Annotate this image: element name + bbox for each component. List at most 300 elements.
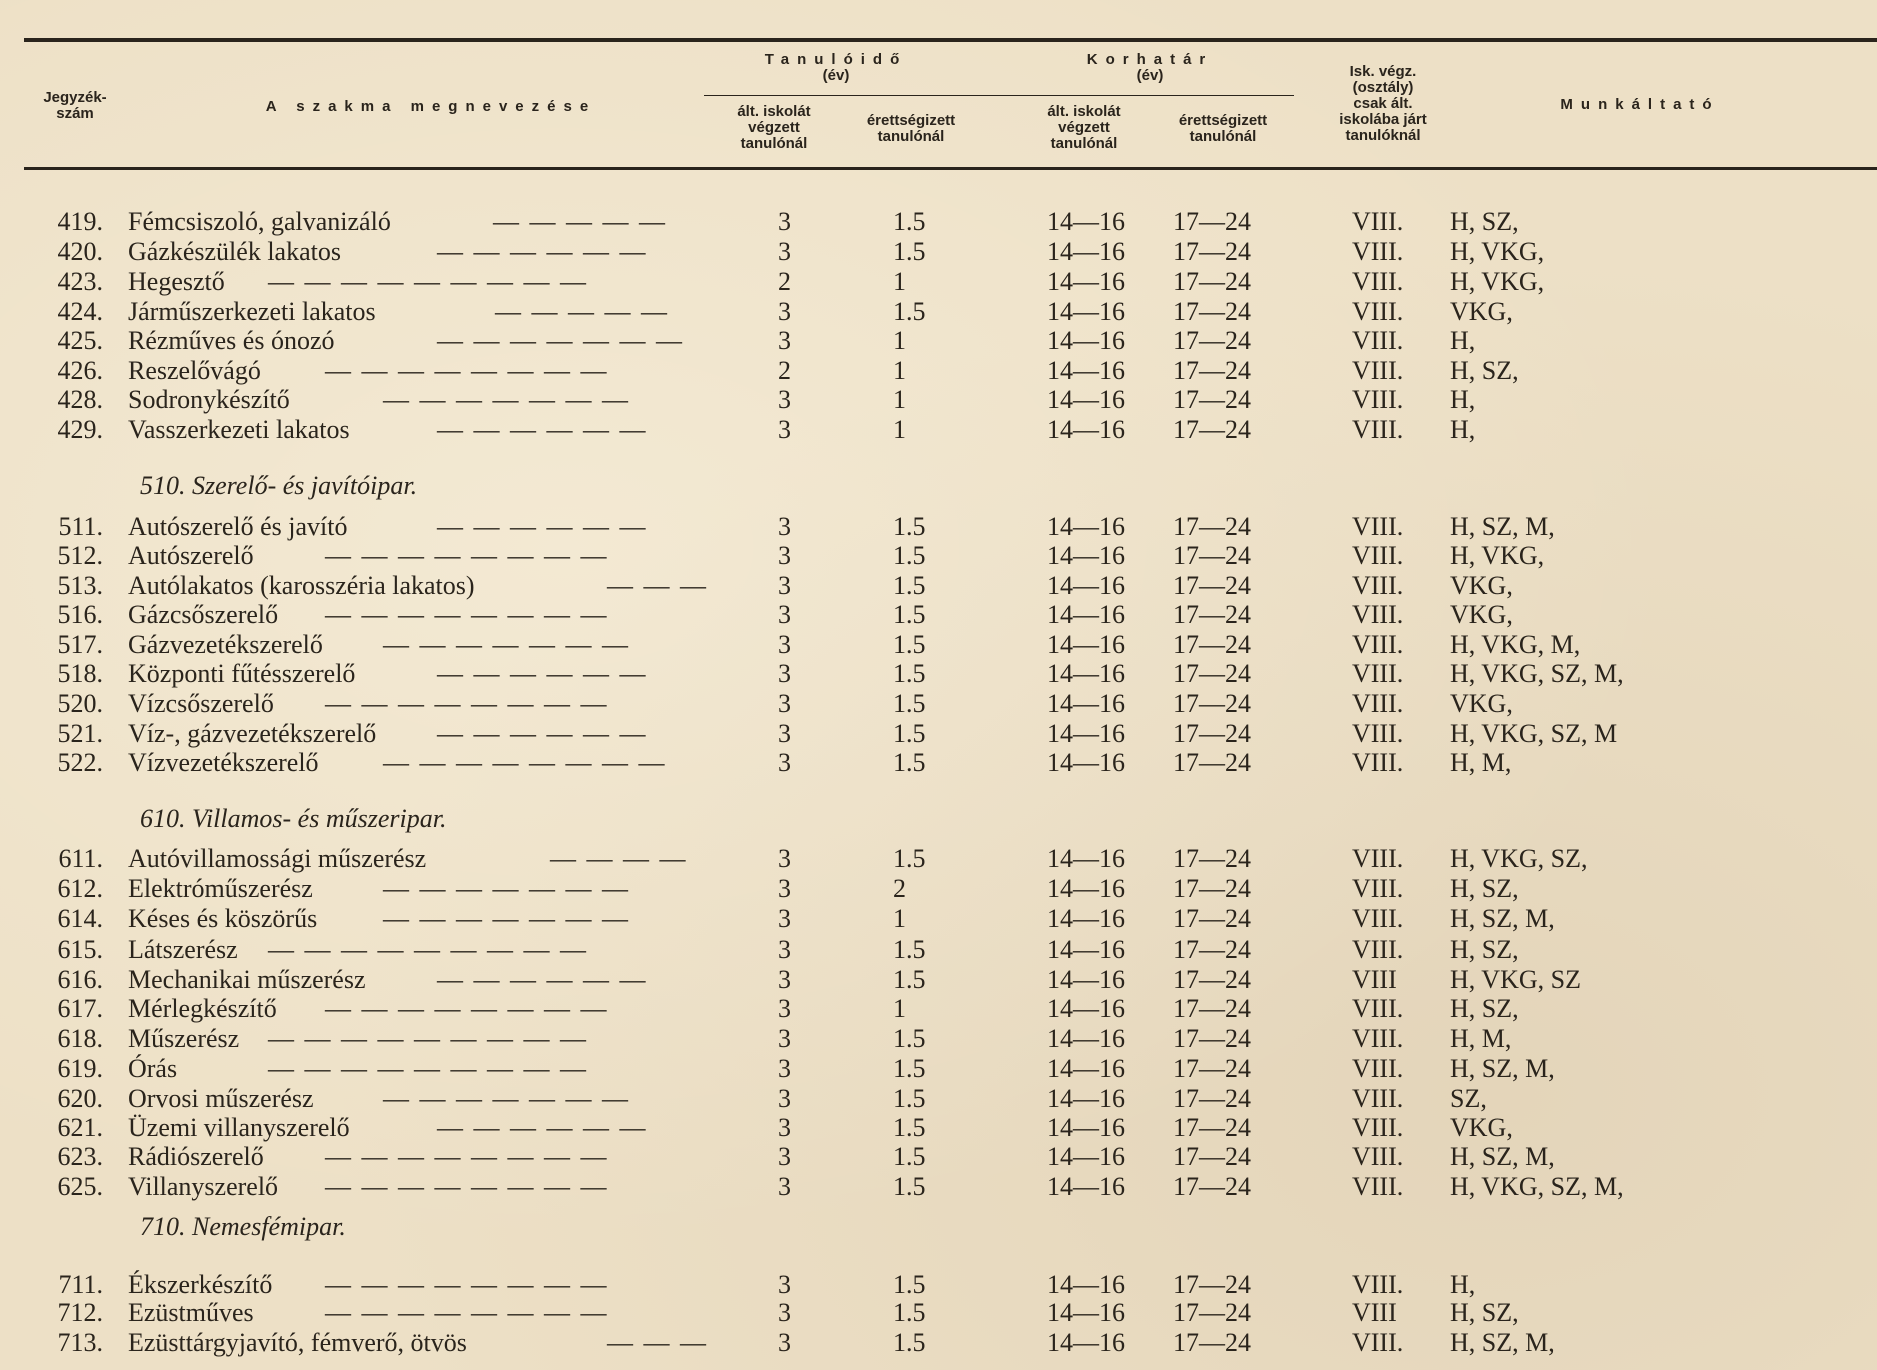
table-row bbox=[0, 415, 1877, 445]
leader-dashes: — — — — — — bbox=[437, 512, 648, 541]
col-header-korhatar: Korhatár (év) bbox=[1086, 51, 1214, 84]
age-limit-general: 14—16 bbox=[1047, 994, 1125, 1023]
school-grade: VIII. bbox=[1352, 541, 1404, 570]
age-limit-graduate: 17—24 bbox=[1173, 207, 1251, 236]
leader-dashes: — — — — — — — bbox=[383, 874, 630, 903]
training-years-graduate: 1.5 bbox=[893, 935, 926, 964]
age-limit-general: 14—16 bbox=[1047, 1084, 1125, 1113]
row-number: 619. bbox=[57, 1054, 103, 1083]
leader-dashes: — — — — — bbox=[493, 207, 667, 236]
table-row bbox=[0, 297, 1877, 327]
leader-dashes: — — — bbox=[607, 1328, 708, 1357]
training-years-graduate: 1 bbox=[893, 326, 906, 355]
row-number: 713. bbox=[57, 1328, 103, 1357]
age-limit-general: 14—16 bbox=[1047, 385, 1125, 414]
leader-dashes: — — — — — — — — bbox=[325, 1270, 609, 1299]
row-number: 419. bbox=[57, 207, 103, 236]
leader-dashes: — — — — — — — — — bbox=[268, 267, 588, 296]
training-years-general: 3 bbox=[778, 874, 791, 903]
age-limit-general: 14—16 bbox=[1047, 541, 1125, 570]
row-number: 614. bbox=[57, 904, 103, 933]
training-years-graduate: 1.5 bbox=[893, 748, 926, 777]
table-row bbox=[0, 844, 1877, 874]
training-years-general: 3 bbox=[778, 630, 791, 659]
occupation-name: Vízcsőszerelő bbox=[128, 689, 274, 718]
training-years-graduate: 1.5 bbox=[893, 1054, 926, 1083]
row-number: 429. bbox=[57, 415, 103, 444]
leader-dashes: — — — — bbox=[550, 844, 688, 873]
age-limit-graduate: 17—24 bbox=[1173, 659, 1251, 688]
training-years-general: 3 bbox=[778, 415, 791, 444]
row-number: 420. bbox=[57, 237, 103, 266]
training-years-graduate: 1.5 bbox=[893, 630, 926, 659]
school-grade: VIII. bbox=[1352, 994, 1404, 1023]
table-row bbox=[0, 1084, 1877, 1114]
occupation-name: Autószerelő és javító bbox=[128, 512, 348, 541]
age-limit-graduate: 17—24 bbox=[1173, 935, 1251, 964]
school-grade: VIII. bbox=[1352, 1084, 1404, 1113]
training-years-graduate: 1.5 bbox=[893, 541, 926, 570]
training-years-general: 3 bbox=[778, 512, 791, 541]
table-row bbox=[0, 1142, 1877, 1172]
employer-codes: H, SZ, M, bbox=[1450, 1328, 1555, 1357]
school-grade: VIII bbox=[1352, 965, 1397, 994]
age-limit-general: 14—16 bbox=[1047, 659, 1125, 688]
age-limit-general: 14—16 bbox=[1047, 571, 1125, 600]
row-number: 618. bbox=[57, 1024, 103, 1053]
leader-dashes: — — — — — — — — bbox=[325, 1142, 609, 1171]
row-number: 617. bbox=[57, 994, 103, 1023]
row-number: 423. bbox=[57, 267, 103, 296]
training-years-general: 3 bbox=[778, 385, 791, 414]
age-limit-general: 14—16 bbox=[1047, 237, 1125, 266]
employer-codes: H, SZ, M, bbox=[1450, 904, 1555, 933]
age-limit-general: 14—16 bbox=[1047, 1298, 1125, 1327]
school-grade: VIII. bbox=[1352, 297, 1404, 326]
age-limit-graduate: 17—24 bbox=[1173, 1113, 1251, 1142]
employer-codes: H, SZ, M, bbox=[1450, 512, 1555, 541]
table-row bbox=[0, 935, 1877, 965]
age-limit-graduate: 17—24 bbox=[1173, 630, 1251, 659]
employer-codes: VKG, bbox=[1450, 689, 1513, 718]
table-row bbox=[0, 385, 1877, 415]
employer-codes: H, VKG, bbox=[1450, 541, 1545, 570]
table-row bbox=[0, 207, 1877, 237]
row-number: 612. bbox=[57, 874, 103, 903]
leader-dashes: — — — — — — bbox=[437, 659, 648, 688]
row-number: 512. bbox=[57, 541, 103, 570]
leader-dashes: — — — — — — — — bbox=[383, 748, 667, 777]
employer-codes: H, SZ, bbox=[1450, 1298, 1519, 1327]
occupation-name: Ékszerkészítő bbox=[128, 1270, 273, 1299]
training-years-general: 3 bbox=[778, 1024, 791, 1053]
training-years-graduate: 1.5 bbox=[893, 512, 926, 541]
table-row bbox=[0, 600, 1877, 630]
leader-dashes: — — — — — — — bbox=[383, 1084, 630, 1113]
age-limit-graduate: 17—24 bbox=[1173, 689, 1251, 718]
employer-codes: H, SZ, bbox=[1450, 935, 1519, 964]
age-limit-general: 14—16 bbox=[1047, 719, 1125, 748]
occupation-name: Órás bbox=[128, 1054, 178, 1083]
school-grade: VIII. bbox=[1352, 1113, 1404, 1142]
row-number: 518. bbox=[57, 659, 103, 688]
age-limit-graduate: 17—24 bbox=[1173, 748, 1251, 777]
leader-dashes: — — — — — — — — — bbox=[268, 1054, 588, 1083]
training-years-general: 3 bbox=[778, 748, 791, 777]
training-years-general: 3 bbox=[778, 1270, 791, 1299]
training-years-graduate: 1.5 bbox=[893, 207, 926, 236]
age-limit-graduate: 17—24 bbox=[1173, 1172, 1251, 1201]
age-limit-graduate: 17—24 bbox=[1173, 385, 1251, 414]
employer-codes: H, SZ, bbox=[1450, 207, 1519, 236]
employer-codes: H, SZ, bbox=[1450, 994, 1519, 1023]
table-row bbox=[0, 1054, 1877, 1084]
table-row bbox=[0, 512, 1877, 542]
occupation-name: Látszerész bbox=[128, 935, 238, 964]
col-header-tanuloido: Tanulóidő (év) bbox=[764, 51, 908, 84]
school-grade: VIII. bbox=[1352, 385, 1404, 414]
training-years-graduate: 1.5 bbox=[893, 1298, 926, 1327]
leader-dashes: — — — — — — — — — bbox=[268, 1024, 588, 1053]
school-grade: VIII. bbox=[1352, 237, 1404, 266]
training-years-graduate: 1 bbox=[893, 385, 906, 414]
school-grade: VIII. bbox=[1352, 904, 1404, 933]
row-number: 511. bbox=[58, 512, 103, 541]
section-heading: 510. Szerelő- és javítóipar. bbox=[140, 471, 418, 500]
training-years-general: 2 bbox=[778, 356, 791, 385]
training-years-graduate: 1.5 bbox=[893, 689, 926, 718]
age-limit-graduate: 17—24 bbox=[1173, 1298, 1251, 1327]
age-limit-graduate: 17—24 bbox=[1173, 1054, 1251, 1083]
age-limit-general: 14—16 bbox=[1047, 630, 1125, 659]
training-years-general: 3 bbox=[778, 1084, 791, 1113]
occupation-name: Hegesztő bbox=[128, 267, 225, 296]
row-number: 520. bbox=[57, 689, 103, 718]
age-limit-graduate: 17—24 bbox=[1173, 904, 1251, 933]
occupation-name: Rézműves és ónozó bbox=[128, 326, 335, 355]
leader-dashes: — — — — — — — — bbox=[325, 1298, 609, 1327]
age-limit-general: 14—16 bbox=[1047, 748, 1125, 777]
col-header-name: A szakma megnevezése bbox=[265, 98, 597, 115]
training-years-general: 2 bbox=[778, 267, 791, 296]
training-years-general: 3 bbox=[778, 935, 791, 964]
occupation-name: Gázkészülék lakatos bbox=[128, 237, 341, 266]
row-number: 424. bbox=[57, 297, 103, 326]
training-years-graduate: 1.5 bbox=[893, 1328, 926, 1357]
col-header-num: Jegyzék- szám bbox=[43, 89, 107, 122]
age-limit-general: 14—16 bbox=[1047, 512, 1125, 541]
row-number: 616. bbox=[57, 965, 103, 994]
occupation-name: Üzemi villanyszerelő bbox=[128, 1113, 350, 1142]
occupation-name: Autólakatos (karosszéria lakatos) bbox=[128, 571, 475, 600]
employer-codes: H, bbox=[1450, 385, 1476, 414]
row-number: 621. bbox=[57, 1113, 103, 1142]
section-heading: 710. Nemesfémipar. bbox=[140, 1212, 346, 1241]
row-number: 711. bbox=[58, 1270, 103, 1299]
age-limit-graduate: 17—24 bbox=[1173, 600, 1251, 629]
leader-dashes: — — — — — — — bbox=[383, 904, 630, 933]
employer-codes: VKG, bbox=[1450, 297, 1513, 326]
school-grade: VIII. bbox=[1352, 1172, 1404, 1201]
table-row bbox=[0, 571, 1877, 601]
row-number: 615. bbox=[57, 935, 103, 964]
leader-dashes: — — — — — — — — — bbox=[268, 935, 588, 964]
employer-codes: H, bbox=[1450, 326, 1476, 355]
employer-codes: H, M, bbox=[1450, 1024, 1512, 1053]
employer-codes: H, VKG, SZ bbox=[1450, 965, 1581, 994]
age-limit-general: 14—16 bbox=[1047, 935, 1125, 964]
age-limit-general: 14—16 bbox=[1047, 689, 1125, 718]
employer-codes: H, VKG, SZ, bbox=[1450, 844, 1588, 873]
training-years-graduate: 1.5 bbox=[893, 237, 926, 266]
employer-codes: H, VKG, SZ, M bbox=[1450, 719, 1618, 748]
table-row bbox=[0, 659, 1877, 689]
row-number: 611. bbox=[58, 844, 103, 873]
occupation-name: Mechanikai műszerész bbox=[128, 965, 366, 994]
occupation-name: Műszerész bbox=[128, 1024, 240, 1053]
training-years-graduate: 1.5 bbox=[893, 1113, 926, 1142]
leader-dashes: — — — — — — bbox=[437, 719, 648, 748]
age-limit-graduate: 17—24 bbox=[1173, 1270, 1251, 1299]
school-grade: VIII. bbox=[1352, 874, 1404, 903]
training-years-general: 3 bbox=[778, 904, 791, 933]
training-years-graduate: 1.5 bbox=[893, 1024, 926, 1053]
leader-dashes: — — — — — — — — bbox=[325, 994, 609, 1023]
leader-dashes: — — — — — — — — bbox=[325, 1172, 609, 1201]
age-limit-general: 14—16 bbox=[1047, 1270, 1125, 1299]
leader-dashes: — — — bbox=[607, 571, 708, 600]
age-limit-graduate: 17—24 bbox=[1173, 874, 1251, 903]
row-number: 513. bbox=[57, 571, 103, 600]
occupation-name: Autószerelő bbox=[128, 541, 254, 570]
employer-codes: SZ, bbox=[1450, 1084, 1487, 1113]
age-limit-general: 14—16 bbox=[1047, 1024, 1125, 1053]
school-grade: VIII. bbox=[1352, 267, 1404, 296]
school-grade: VIII. bbox=[1352, 748, 1404, 777]
age-limit-general: 14—16 bbox=[1047, 1142, 1125, 1171]
row-number: 625. bbox=[57, 1172, 103, 1201]
employer-codes: VKG, bbox=[1450, 600, 1513, 629]
table-row bbox=[0, 1298, 1877, 1328]
age-limit-graduate: 17—24 bbox=[1173, 1142, 1251, 1171]
table-row bbox=[0, 1172, 1877, 1202]
leader-dashes: — — — — — — — bbox=[383, 385, 630, 414]
employer-codes: H, VKG, bbox=[1450, 267, 1545, 296]
training-years-graduate: 1.5 bbox=[893, 297, 926, 326]
age-limit-graduate: 17—24 bbox=[1173, 326, 1251, 355]
age-limit-general: 14—16 bbox=[1047, 297, 1125, 326]
row-number: 620. bbox=[57, 1084, 103, 1113]
employer-codes: H, VKG, M, bbox=[1450, 630, 1581, 659]
age-limit-general: 14—16 bbox=[1047, 1328, 1125, 1357]
occupation-name: Gázvezetékszerelő bbox=[128, 630, 323, 659]
table-row bbox=[0, 904, 1877, 934]
age-limit-graduate: 17—24 bbox=[1173, 356, 1251, 385]
school-grade: VIII. bbox=[1352, 512, 1404, 541]
occupation-name: Késes és köszörűs bbox=[128, 904, 318, 933]
section-heading: 610. Villamos- és műszeripar. bbox=[140, 804, 447, 833]
training-years-general: 3 bbox=[778, 571, 791, 600]
school-grade: VIII. bbox=[1352, 1054, 1404, 1083]
age-limit-general: 14—16 bbox=[1047, 904, 1125, 933]
training-years-general: 3 bbox=[778, 1142, 791, 1171]
training-years-general: 3 bbox=[778, 719, 791, 748]
training-years-graduate: 1 bbox=[893, 415, 906, 444]
employer-codes: H, SZ, M, bbox=[1450, 1054, 1555, 1083]
age-limit-general: 14—16 bbox=[1047, 874, 1125, 903]
training-years-general: 3 bbox=[778, 689, 791, 718]
table-row bbox=[0, 1024, 1877, 1054]
school-grade: VIII. bbox=[1352, 935, 1404, 964]
age-limit-general: 14—16 bbox=[1047, 1172, 1125, 1201]
occupation-name: Központi fűtésszerelő bbox=[128, 659, 356, 688]
employer-codes: H, M, bbox=[1450, 748, 1512, 777]
leader-dashes: — — — — — — bbox=[437, 965, 648, 994]
age-limit-graduate: 17—24 bbox=[1173, 1024, 1251, 1053]
occupation-name: Reszelővágó bbox=[128, 356, 261, 385]
training-years-graduate: 1.5 bbox=[893, 600, 926, 629]
table-row bbox=[0, 630, 1877, 660]
age-limit-graduate: 17—24 bbox=[1173, 719, 1251, 748]
table-row bbox=[0, 689, 1877, 719]
employer-codes: H, VKG, SZ, M, bbox=[1450, 659, 1624, 688]
age-limit-general: 14—16 bbox=[1047, 1113, 1125, 1142]
school-grade: VIII. bbox=[1352, 356, 1404, 385]
row-number: 623. bbox=[57, 1142, 103, 1171]
row-number: 712. bbox=[57, 1298, 103, 1327]
age-limit-graduate: 17—24 bbox=[1173, 237, 1251, 266]
employer-codes: H, VKG, bbox=[1450, 237, 1545, 266]
leader-dashes: — — — — — — — — bbox=[325, 356, 609, 385]
employer-codes: H, VKG, SZ, M, bbox=[1450, 1172, 1624, 1201]
age-limit-general: 14—16 bbox=[1047, 326, 1125, 355]
table-row bbox=[0, 748, 1877, 778]
age-limit-graduate: 17—24 bbox=[1173, 267, 1251, 296]
school-grade: VIII. bbox=[1352, 630, 1404, 659]
occupation-name: Sodronykészítő bbox=[128, 385, 290, 414]
age-limit-general: 14—16 bbox=[1047, 600, 1125, 629]
table-row bbox=[0, 237, 1877, 267]
employer-codes: H, SZ, bbox=[1450, 356, 1519, 385]
occupation-name: Vasszerkezeti lakatos bbox=[128, 415, 350, 444]
table-row bbox=[0, 1328, 1877, 1358]
row-number: 516. bbox=[57, 600, 103, 629]
training-years-general: 3 bbox=[778, 1298, 791, 1327]
row-number: 521. bbox=[57, 719, 103, 748]
training-years-general: 3 bbox=[778, 326, 791, 355]
school-grade: VIII. bbox=[1352, 207, 1404, 236]
table-row bbox=[0, 874, 1877, 904]
employer-codes: H, SZ, M, bbox=[1450, 1142, 1555, 1171]
table-row bbox=[0, 1270, 1877, 1300]
col-header-korhatar-ert: érettségizett tanulónál bbox=[1178, 112, 1268, 145]
age-limit-general: 14—16 bbox=[1047, 207, 1125, 236]
occupation-name: Gázcsőszerelő bbox=[128, 600, 279, 629]
school-grade: VIII. bbox=[1352, 1270, 1404, 1299]
age-limit-general: 14—16 bbox=[1047, 356, 1125, 385]
row-number: 522. bbox=[57, 748, 103, 777]
col-header-tanuloido-ert: érettségizett tanulónál bbox=[866, 112, 956, 145]
occupation-name: Víz-, gázvezetékszerelő bbox=[128, 719, 377, 748]
leader-dashes: — — — — — — bbox=[437, 415, 648, 444]
training-years-general: 3 bbox=[778, 1054, 791, 1083]
training-years-general: 3 bbox=[778, 659, 791, 688]
training-years-general: 3 bbox=[778, 600, 791, 629]
leader-dashes: — — — — — — — — bbox=[325, 541, 609, 570]
training-years-graduate: 1.5 bbox=[893, 1270, 926, 1299]
leader-dashes: — — — — — — — bbox=[383, 630, 630, 659]
employer-codes: H, SZ, bbox=[1450, 874, 1519, 903]
training-years-general: 3 bbox=[778, 844, 791, 873]
table-row bbox=[0, 267, 1877, 297]
leader-dashes: — — — — — — bbox=[437, 237, 648, 266]
leader-dashes: — — — — — — — — bbox=[325, 689, 609, 718]
training-years-general: 3 bbox=[778, 297, 791, 326]
age-limit-graduate: 17—24 bbox=[1173, 844, 1251, 873]
header-top-rule bbox=[24, 38, 1877, 42]
table-row bbox=[0, 541, 1877, 571]
age-limit-graduate: 17—24 bbox=[1173, 541, 1251, 570]
age-limit-graduate: 17—24 bbox=[1173, 415, 1251, 444]
school-grade: VIII bbox=[1352, 1298, 1397, 1327]
age-limit-general: 14—16 bbox=[1047, 844, 1125, 873]
table-row bbox=[0, 356, 1877, 386]
training-years-graduate: 1 bbox=[893, 994, 906, 1023]
leader-dashes: — — — — — — bbox=[437, 1113, 648, 1142]
leader-dashes: — — — — — — — — bbox=[325, 600, 609, 629]
col-header-isk: Isk. végz. (osztály) csak ált. iskolába járt tanulóknál bbox=[1339, 63, 1427, 144]
age-limit-general: 14—16 bbox=[1047, 415, 1125, 444]
school-grade: VIII. bbox=[1352, 600, 1404, 629]
row-number: 425. bbox=[57, 326, 103, 355]
training-years-graduate: 1.5 bbox=[893, 1084, 926, 1113]
school-grade: VIII. bbox=[1352, 719, 1404, 748]
col-header-employer: Munkáltató bbox=[1560, 96, 1720, 113]
school-grade: VIII. bbox=[1352, 571, 1404, 600]
occupation-name: Fémcsiszoló, galvanizáló bbox=[128, 207, 391, 236]
leader-dashes: — — — — — bbox=[495, 297, 669, 326]
training-years-graduate: 1.5 bbox=[893, 844, 926, 873]
leader-dashes: — — — — — — — bbox=[437, 326, 684, 355]
table-row bbox=[0, 326, 1877, 356]
age-limit-graduate: 17—24 bbox=[1173, 297, 1251, 326]
employer-codes: VKG, bbox=[1450, 571, 1513, 600]
school-grade: VIII. bbox=[1352, 1024, 1404, 1053]
row-number: 426. bbox=[57, 356, 103, 385]
occupation-name: Elektróműszerész bbox=[128, 874, 313, 903]
table-row bbox=[0, 1113, 1877, 1143]
age-limit-general: 14—16 bbox=[1047, 267, 1125, 296]
occupation-name: Vízvezetékszerelő bbox=[128, 748, 319, 777]
row-number: 428. bbox=[57, 385, 103, 414]
employer-codes: H, bbox=[1450, 415, 1476, 444]
school-grade: VIII. bbox=[1352, 844, 1404, 873]
table-row bbox=[0, 994, 1877, 1024]
occupation-name: Rádiószerelő bbox=[128, 1142, 264, 1171]
table-row bbox=[0, 965, 1877, 995]
table-row bbox=[0, 719, 1877, 749]
age-limit-graduate: 17—24 bbox=[1173, 512, 1251, 541]
training-years-general: 3 bbox=[778, 1113, 791, 1142]
employer-codes: VKG, bbox=[1450, 1113, 1513, 1142]
training-years-general: 3 bbox=[778, 1328, 791, 1357]
training-years-graduate: 1.5 bbox=[893, 659, 926, 688]
occupation-name: Ezüsttárgyjavító, fémverő, ötvös bbox=[128, 1328, 467, 1357]
age-limit-general: 14—16 bbox=[1047, 1054, 1125, 1083]
school-grade: VIII. bbox=[1352, 689, 1404, 718]
training-years-graduate: 1 bbox=[893, 267, 906, 296]
occupation-name: Járműszerkezeti lakatos bbox=[128, 297, 376, 326]
